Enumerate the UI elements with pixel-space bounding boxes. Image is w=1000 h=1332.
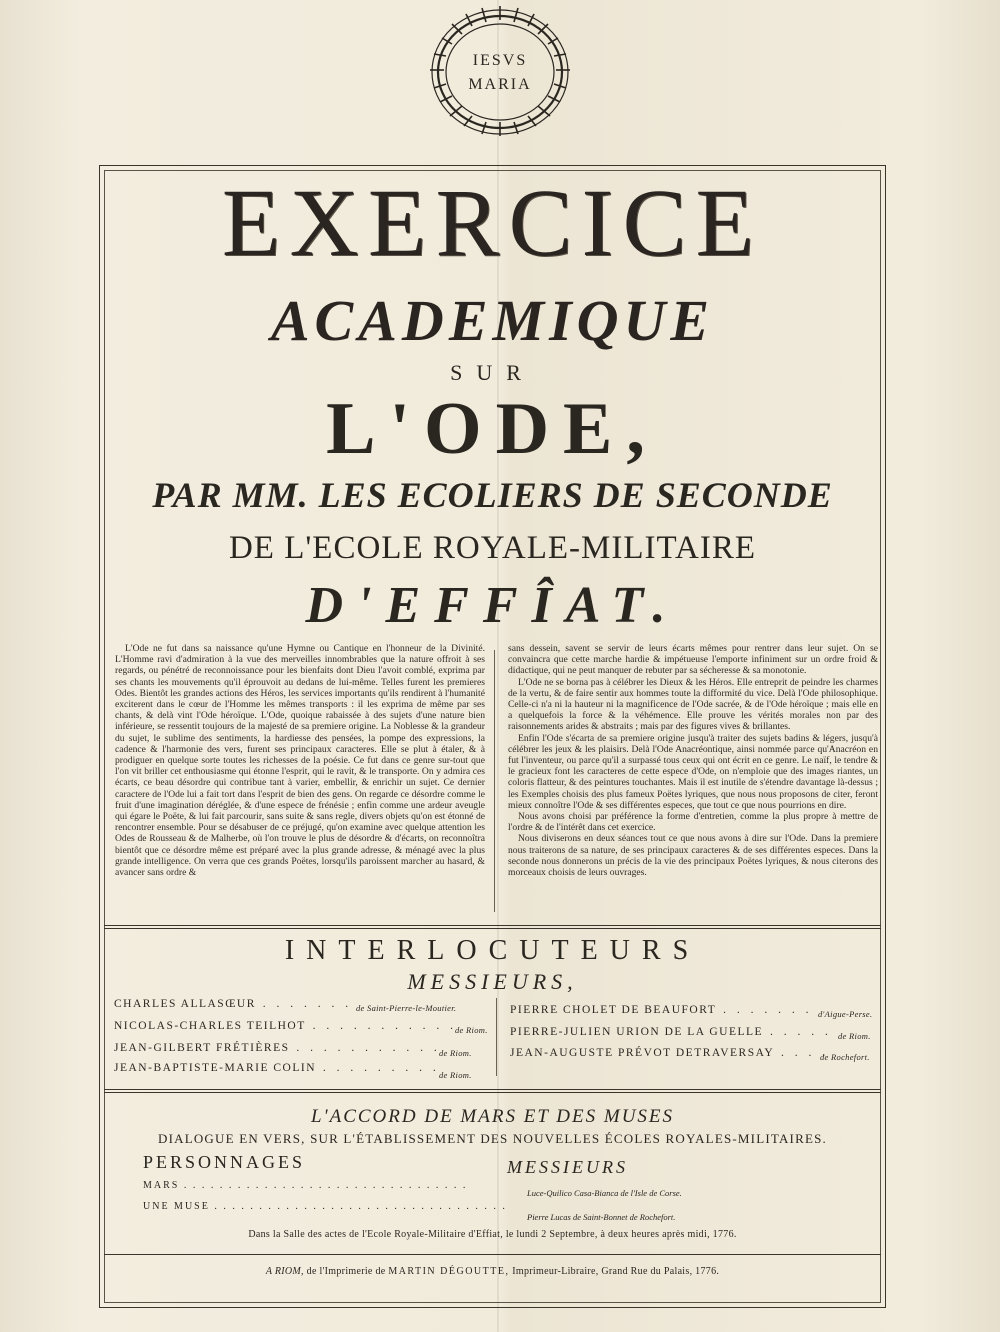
cast-row: NICOLAS-CHARLES TEILHOT . . . . . . . . . . . <box>114 1020 458 1032</box>
cast-place-row <box>838 1030 871 1042</box>
cast-name: PIERRE-JULIEN URION DE LA GUELLE <box>510 1026 764 1038</box>
title-academique: ACADEMIQUE <box>270 288 715 353</box>
imprint-text2: Imprimeur-Libraire, Grand Rue du Palais, 1776. <box>512 1266 720 1277</box>
cast-row: JEAN-BAPTISTE-MARIE COLIN . . . . . . . . . <box>114 1062 440 1074</box>
role-name: MARS <box>143 1180 180 1191</box>
cast-place: d'Aigue-Perse. <box>818 1009 873 1019</box>
interlocuteurs-heading: INTERLOCUTEURS <box>284 935 701 966</box>
role-actor: Pierre Lucas de Saint-Bonnet de Rochefort. <box>527 1212 676 1222</box>
cast-place-row <box>356 1002 456 1014</box>
personnages-heading: PERSONNAGES <box>143 1152 306 1172</box>
cast-name: NICOLAS-CHARLES TEILHOT <box>114 1020 306 1032</box>
body-column-right <box>508 643 878 913</box>
section-divider <box>104 1254 881 1255</box>
body-paragraph: Enfin l'Ode s'écarta de sa premiere origine jusqu'à traiter des sujets badins & légers, jusqu'à célébrer les jeux & les plaisirs. Delà l'Ode Anacréontique, ainsi nommée parce qu'Anacréon en fut l'inventeur, ou parce qu'il a surpassé tous ceux qui ont écrit en ce genre. Le naïf, le tendre & le gracieux font les caracteres de cette espece d'Ode, on n'emploie que des images riantes, un coloris flatteur, & des peintures touchantes. Mais il est inutile de s'étendre davantage là-dessus ; les Exemples choisis des plus fameux Poëtes lyriques, que nous nous proposons de citer, feront mieux connoître l'Ode & ses différentes especes, que tout ce que nous pourrions en dire. <box>508 732 878 811</box>
role-row: UNE MUSE . . . . . . . . . . . . . . . . . . . . . . . . . . . . . . . . . <box>143 1201 507 1212</box>
cast-name: PIERRE CHOLET DE BEAUFORT <box>510 1004 717 1016</box>
thorn-wreath-icon <box>426 4 574 136</box>
body-paragraph: L'Ode ne fut dans sa naissance qu'une Hymne ou Cantique en l'honneur de la Divinité. L'Homme ravi d'admiration à la vue des merveilles innombrables que la nature offroit à ses regards, ou pénétré de reconnoissance pour les bienfaits dont Dieu l'avoit comblé, exprima par ses chants les mouvements qu'il éprouvoit au dedans de lui-même. Telles furent les premieres Odes. Bientôt les grandes actions des Héros, les services importants qu'ils rendirent à l'humanité exciterent dans le cœur de l'Homme les mêmes transports : il les exprima de même par ses chants, & delà vint l'Ode héroïque. L'Ode, quoique rabaissée à des sujets d'une nature bien inférieure, se ressentit toujours de la majesté de sa premiere origine. La Noblesse & la grandeur du sujet, le sublime des sentiments, la hardiesse des pensées, la pompe des expressions, la cadence & l'harmonie des vers, furent ses principaux caracteres. Elle se plut à étaler, & à prodiguer en quelque sorte toutes les richesses de la poésie. Ce fut dans ce genre sur-tout que l'on vit briller cet enthousiasme qui étonne l'esprit, qui le ravit, & le transporte. On y admira ces écarts, ce beau désordre qui contribue tant à varier, embellir, & enrichir un sujet. Ce dernier caractere de l'Ode lui a fait tort dans l'esprit de bien des gens. On regarde ce désordre comme le fruit d'une imagination déréglée, & d'une espece de frénésie ; enfin comme une ardeur aveugle qui égare le Poëte, & lui fait parcourir, sans suite & sans regle, divers objets qu'on est étonné de rencontrer ensemble. Pour se désabuser de ce préjugé, qu'on examine avec quelque attention les Odes de Rousseau & de Malherbe, où l'on trouve le plus de désordre & d'écarts, on reconnoîtra bientôt que ce désordre même est préparé avec la plus grande adresse, & ménagé avec la plus grande intelligence. On verra que ces grands Poëtes, lorsqu'ils paroissent marcher au hasard, & avancer sans ordre & <box>115 643 485 879</box>
cast-row: PIERRE CHOLET DE BEAUFORT . . . . . . . <box>510 1004 813 1016</box>
cast-row: JEAN-AUGUSTE PRÉVOT DETRAVERSAY . . . . <box>510 1047 830 1059</box>
cast-place-row <box>439 1069 472 1081</box>
dialogue-subtitle: DIALOGUE EN VERS, SUR L'ÉTABLISSEMENT DES NOUVELLES ÉCOLES ROYALES-MILITAIRES. <box>158 1131 827 1146</box>
role-row: MARS . . . . . . . . . . . . . . . . . . . . . . . . . . . . . . . . <box>143 1180 468 1191</box>
title-sur: SUR <box>450 360 535 385</box>
emblem-line-iesus: IESVS <box>472 52 528 69</box>
body-column-left <box>115 643 485 913</box>
body-paragraph: L'Ode ne se borna pas à célébrer les Dieux & les Héros. Elle entreprit de peindre les charmes de la vertu, & de faire sentir aux hommes toute la difformité du vice. Delà l'Ode philosophique. Celle-ci n'a ni la hauteur ni la magnificence de l'Ode sacrée, & de l'Ode héroïque ; mais elle en a quelquefois la force & la véhémence. Elle prouve les vérités morales non par des raisonnements arides & abstraits ; mais par des figures vives & brillantes. <box>508 676 878 733</box>
messieurs-heading-2: MESSIEURS <box>507 1157 628 1177</box>
iesus-maria-emblem <box>420 4 580 136</box>
section-divider <box>104 1089 881 1090</box>
title-ecole-royale: DE L'ECOLE ROYALE-MILITAIRE <box>228 530 757 566</box>
title-exercice: EXERCICE <box>221 169 764 276</box>
role-actor: Luce-Quilico Casa-Bianca de l'Isle de Corse. <box>527 1188 682 1198</box>
cast-place-row <box>455 1024 488 1036</box>
role-name: UNE MUSE <box>143 1201 210 1212</box>
cast-row: PIERRE-JULIEN URION DE LA GUELLE . . . . . <box>510 1026 832 1038</box>
cast-name: CHARLES ALLASŒUR <box>114 998 256 1010</box>
body-paragraph: sans dessein, savent se servir de leurs écarts mêmes pour rentrer dans leur sujet. On se convaincra que cette marche hardie & impétueuse l'emporte infiniment sur un ordre froid & didactique, qui ne peut manquer de rebuter par sa sécheresse & sa monotonie. <box>508 643 878 677</box>
cast-name: JEAN-BAPTISTE-MARIE COLIN <box>114 1062 317 1074</box>
section-divider <box>104 1092 881 1093</box>
cast-place: de Riom. <box>455 1025 488 1035</box>
cast-place-row <box>818 1008 872 1020</box>
imprint-text1: de l'Imprimerie de <box>306 1266 386 1277</box>
cast-place: de Rochefort. <box>820 1052 870 1062</box>
imprint-printer: MARTIN DÉGOUTTE, <box>388 1266 510 1277</box>
cast-place: de Riom. <box>838 1031 871 1041</box>
cast-place: de Riom. <box>439 1070 472 1080</box>
title-par-mm: PAR MM. LES ECOLIERS DE SECONDE <box>152 475 833 515</box>
venue-line: Dans la Salle des actes de l'Ecole Royale-Militaire d'Effiat, le lundi 2 Septembre, à deux heures après midi, 1776. <box>248 1229 737 1240</box>
cast-place: de Riom. <box>439 1048 472 1058</box>
cast-name: JEAN-AUGUSTE PRÉVOT DETRAVERSAY <box>510 1047 775 1059</box>
cast-place-row <box>439 1047 472 1059</box>
body-paragraph: Nous diviserons en deux séances tout ce que nous avons à dire sur l'Ode. Dans la premiere nous traiterons de sa nature, de ses principaux caracteres & de ses différentes especes. Dans la seconde nous donnerons un précis de la vie des principaux Poëtes lyriques, & nous citerons des morceaux choisis de leurs ouvrages. <box>508 833 878 879</box>
body-paragraph: Nous avons choisi par préférence la forme d'entretien, comme la plus propre à mettre de l'ordre & de l'intérêt dans cet exercice. <box>508 811 878 834</box>
cast-place-row <box>820 1051 870 1063</box>
cast-row: JEAN-GILBERT FRÉTIÈRES . . . . . . . . . . . <box>114 1042 441 1054</box>
imprint-line <box>104 1266 881 1277</box>
column-divider <box>494 650 495 912</box>
section-divider <box>104 925 881 926</box>
messieurs-heading: MESSIEURS, <box>407 969 578 994</box>
cast-divider <box>496 998 497 1076</box>
cast-row: CHARLES ALLASŒUR . . . . . . . <box>114 998 353 1010</box>
emblem-line-maria: MARIA <box>468 76 532 93</box>
cast-name: JEAN-GILBERT FRÉTIÈRES <box>114 1042 290 1054</box>
title-l-ode: L'ODE, <box>326 388 659 470</box>
cast-place: de Saint-Pierre-le-Moutier. <box>356 1003 457 1013</box>
section-divider <box>104 928 881 929</box>
imprint-city: A RIOM, <box>265 1266 304 1277</box>
title-effiat: D'EFFÎAT. <box>305 577 680 634</box>
dialogue-title: L'ACCORD DE MARS ET DES MUSES <box>310 1106 675 1127</box>
